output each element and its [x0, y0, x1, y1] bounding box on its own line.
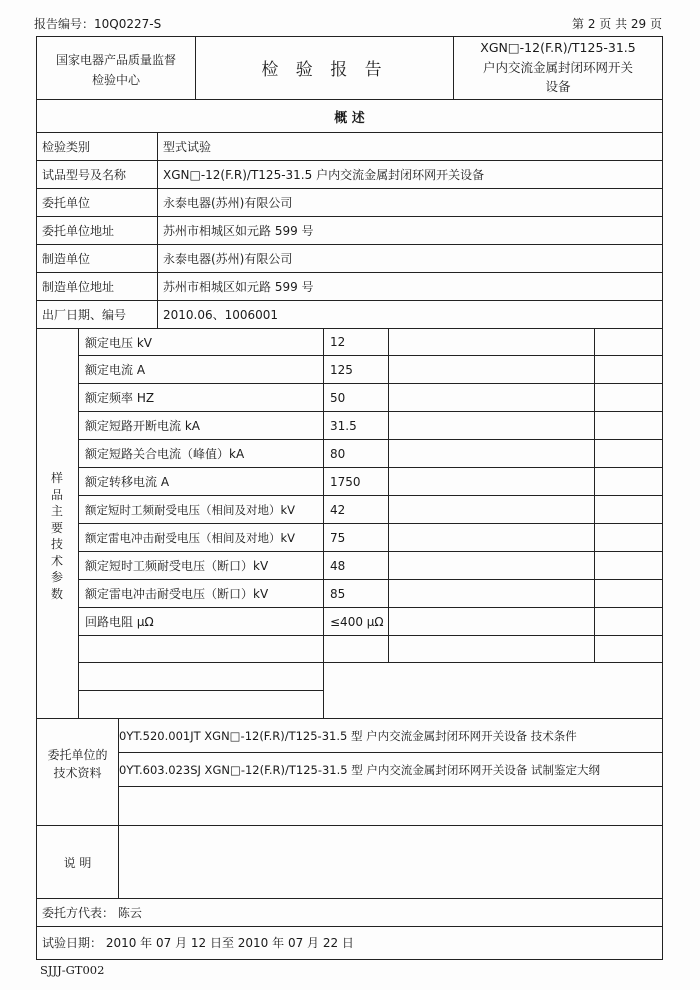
- param-name: 额定短时工频耐受电压（断口）kV: [85, 559, 269, 573]
- param-value: 31.5: [330, 418, 357, 433]
- product-title-line3: 设备: [545, 78, 571, 94]
- info-label: 制造单位: [42, 252, 91, 266]
- info-value: 型式试验: [163, 140, 212, 154]
- param-value: 50: [330, 390, 346, 405]
- info-value: 2010.06、1006001: [163, 308, 279, 322]
- param-value: 1750: [330, 474, 361, 489]
- info-value: 苏州市相城区如元路 599 号: [163, 280, 314, 294]
- params-section-label: 样品主要技术参数: [50, 471, 63, 601]
- info-value: XGN□-12(F.R)/T125-31.5 户内交流金属封闭环网开关设备: [163, 168, 485, 182]
- param-name: 额定短路开断电流 kA: [85, 419, 200, 433]
- info-label: 委托单位地址: [42, 224, 115, 238]
- tech-docs-label-2: 技术资料: [53, 765, 102, 780]
- param-value: 125: [330, 362, 353, 377]
- param-value: 48: [330, 558, 346, 573]
- info-label: 试品型号及名称: [42, 168, 127, 182]
- param-name: 额定雷电冲击耐受电压（相间及对地）kV: [85, 530, 296, 545]
- org-name-line1: 国家电器产品质量监督: [55, 52, 176, 67]
- footer-form-code: SJJJ-GT002: [40, 963, 105, 977]
- param-name: 额定短时工频耐受电压（相间及对地）kV: [85, 502, 296, 517]
- test-date: 试验日期： 2010 年 07 月 12 日至 2010 年 07 月 22 日: [42, 935, 354, 950]
- param-value: ≤400 μΩ: [330, 614, 384, 629]
- param-name: 额定短路关合电流（峰值）kA: [85, 447, 245, 461]
- param-name: 额定雷电冲击耐受电压（断口）kV: [85, 587, 269, 601]
- info-value: 永泰电器(苏州)有限公司: [163, 196, 293, 210]
- tech-docs-label-1: 委托单位的: [47, 747, 108, 762]
- product-title-line2: 户内交流金属封闭环网开关: [482, 59, 633, 75]
- page-info: 第 2 页 共 29 页: [572, 17, 662, 31]
- param-name: 额定电压 kV: [85, 335, 152, 350]
- product-title-line1: XGN□-12(F.R)/T125-31.5: [480, 40, 636, 55]
- org-name-line2: 检验中心: [91, 72, 140, 87]
- report-number: 报告编号：10Q0227-S: [34, 17, 162, 31]
- param-value: 42: [330, 502, 346, 517]
- info-label: 检验类别: [42, 140, 91, 154]
- client-representative: 委托方代表： 陈云: [42, 906, 142, 920]
- info-label: 委托单位: [42, 196, 91, 210]
- info-value: 苏州市相城区如元路 599 号: [163, 224, 314, 238]
- section-title: 概 述: [334, 110, 365, 126]
- param-name: 额定频率 HZ: [85, 391, 155, 405]
- param-value: 85: [330, 586, 346, 601]
- param-name: 额定转移电流 A: [85, 475, 170, 489]
- param-value: 75: [330, 530, 346, 545]
- notes-label: 说 明: [63, 855, 92, 870]
- info-label: 制造单位地址: [42, 280, 115, 294]
- tech-doc-item: 0YT.603.023SJ XGN□-12(F.R)/T125-31.5 型 户内交流金属封闭环网开关设备 试制鉴定大纲: [119, 762, 601, 777]
- report-title: 检 验 报 告: [261, 60, 388, 80]
- param-value: 80: [330, 446, 346, 461]
- tech-doc-item: 0YT.520.001JT XGN□-12(F.R)/T125-31.5 型 户内交流金属封闭环网开关设备 技术条件: [119, 728, 577, 743]
- info-value: 永泰电器(苏州)有限公司: [163, 252, 293, 266]
- info-label: 出厂日期、编号: [42, 308, 127, 322]
- param-name: 回路电阻 μΩ: [85, 615, 154, 629]
- param-name: 额定电流 A: [85, 363, 146, 377]
- param-value: 12: [330, 335, 346, 349]
